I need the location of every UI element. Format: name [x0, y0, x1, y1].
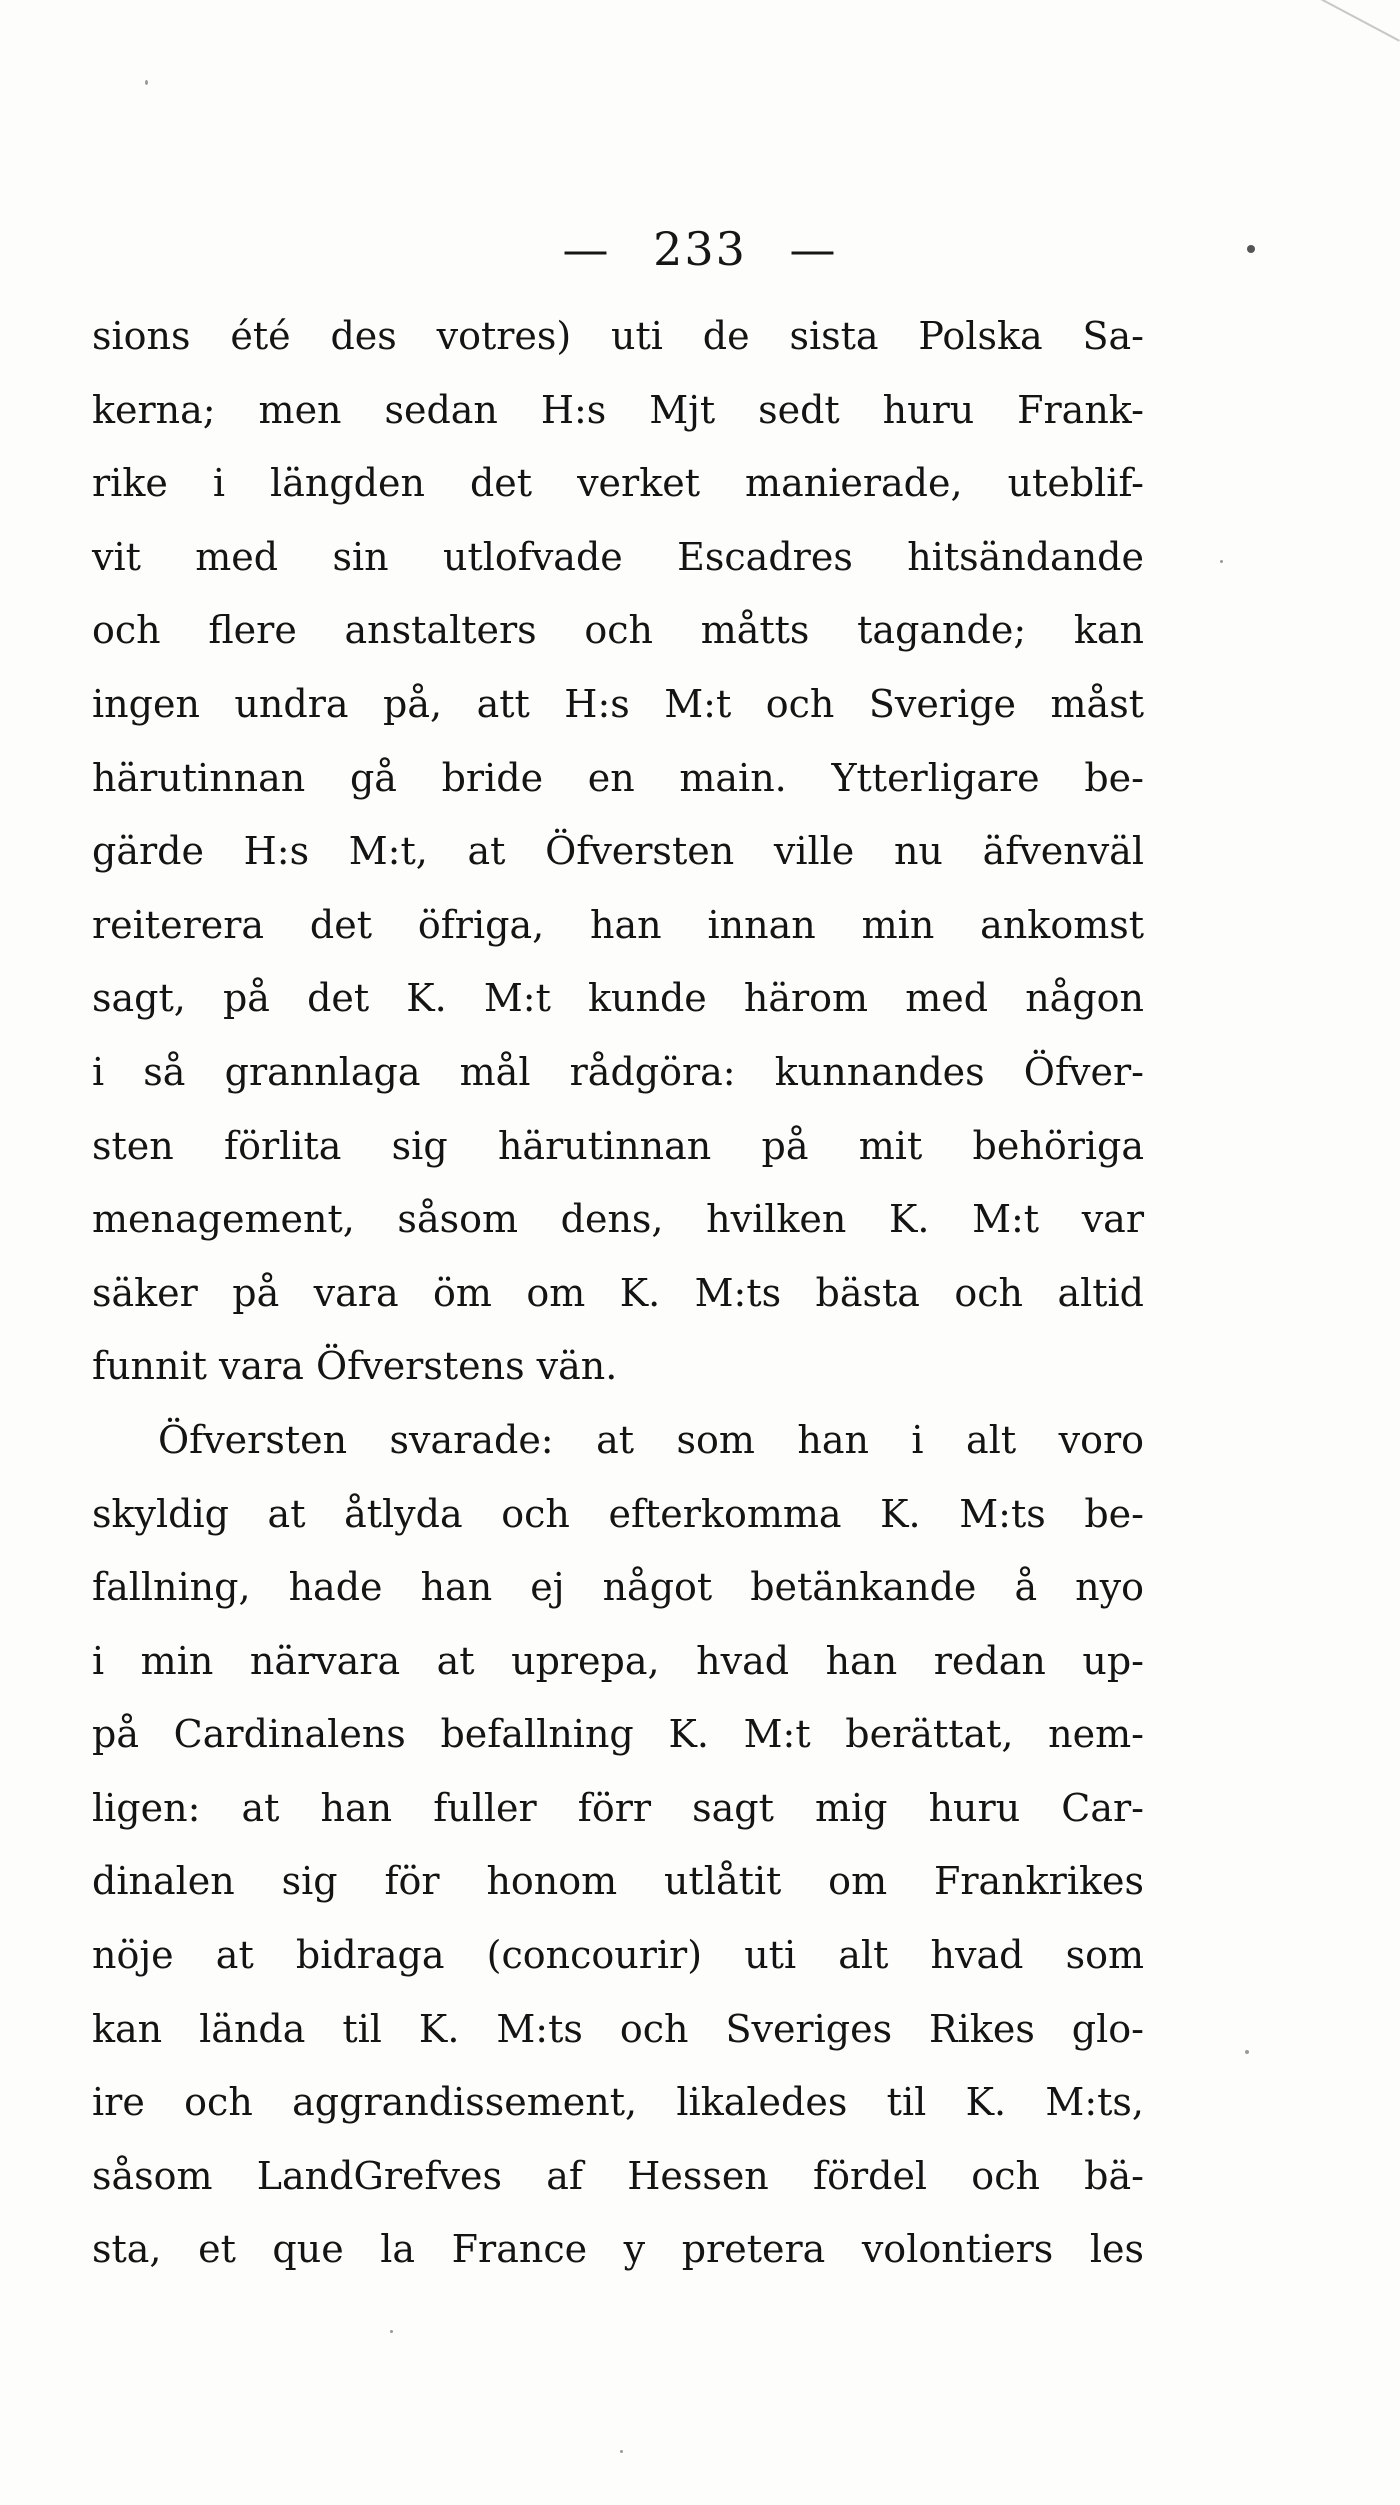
- text-line: härutinnan gå bride en main. Ytterligare be-: [92, 755, 1144, 800]
- page-edge-shadow: [1234, 0, 1400, 104]
- text-line: kan lända til K. M:ts och Sveriges Rikes glo-: [92, 2006, 1144, 2051]
- text-line: sta, et que la France y pretera volontiers les: [92, 2227, 1144, 2272]
- text-line-paragraph-end: funnit vara Öfverstens vän.: [92, 1344, 618, 1389]
- text-line: och flere anstalters och måtts tagande; kan: [92, 608, 1144, 653]
- text-line: ingen undra på, att H:s M:t och Sverige måst: [92, 681, 1144, 726]
- text-line: sten förlita sig härutinnan på mit behöriga: [92, 1123, 1144, 1168]
- text-line: sions été des votres) uti de sista Polska Sa-: [92, 314, 1144, 358]
- body-text: [92, 300, 1144, 2287]
- text-line: dinalen sig för honom utlåtit om Frankrikes: [92, 1859, 1144, 1904]
- text-line: reiterera det öfriga, han innan min ankomst: [92, 902, 1144, 947]
- page-number: — 233 —: [562, 222, 838, 276]
- text-line: sagt, på det K. M:t kunde härom med någon: [92, 976, 1144, 1021]
- text-line: menagement, såsom dens, hvilken K. M:t var: [92, 1197, 1144, 1242]
- text-line: ire och aggrandissement, likaledes til K. M:ts,: [92, 2080, 1144, 2125]
- paper-speck: [1247, 245, 1255, 253]
- text-line-paragraph-start: Öfversten svarade: at som han i alt voro: [158, 1417, 1144, 1462]
- paper-speck: [620, 2450, 623, 2453]
- text-line: gärde H:s M:t, at Öfversten ville nu äfvenväl: [92, 829, 1144, 874]
- text-line: i så grannlaga mål rådgöra: kunnandes Öfver-: [92, 1049, 1144, 1094]
- text-line: skyldig at åtlyda och efterkomma K. M:ts be-: [92, 1491, 1144, 1536]
- text-line: vit med sin utlofvade Escadres hitsändande: [92, 534, 1144, 579]
- text-line: på Cardinalens befallning K. M:t berättat, nem-: [92, 1712, 1144, 1757]
- paper-speck: [1245, 2050, 1249, 2054]
- text-line: nöje at bidraga (concourir) uti alt hvad som: [92, 1933, 1144, 1978]
- text-line: rike i längden det verket manierade, uteblif-: [92, 461, 1144, 506]
- text-line: fallning, hade han ej något betänkande å nyo: [92, 1565, 1144, 1610]
- paper-speck: [145, 80, 148, 85]
- text-line: säker på vara öm om K. M:ts bästa och altid: [92, 1270, 1144, 1315]
- paper-speck: [1220, 560, 1223, 563]
- text-line: såsom LandGrefves af Hessen fördel och bä-: [92, 2153, 1144, 2198]
- text-line: ligen: at han fuller förr sagt mig huru Car-: [92, 1785, 1144, 1830]
- paper-speck: [390, 2330, 393, 2333]
- text-line: kerna; men sedan H:s Mjt sedt huru Frank-: [92, 387, 1144, 432]
- text-line: i min närvara at uprepa, hvad han redan up-: [92, 1638, 1144, 1683]
